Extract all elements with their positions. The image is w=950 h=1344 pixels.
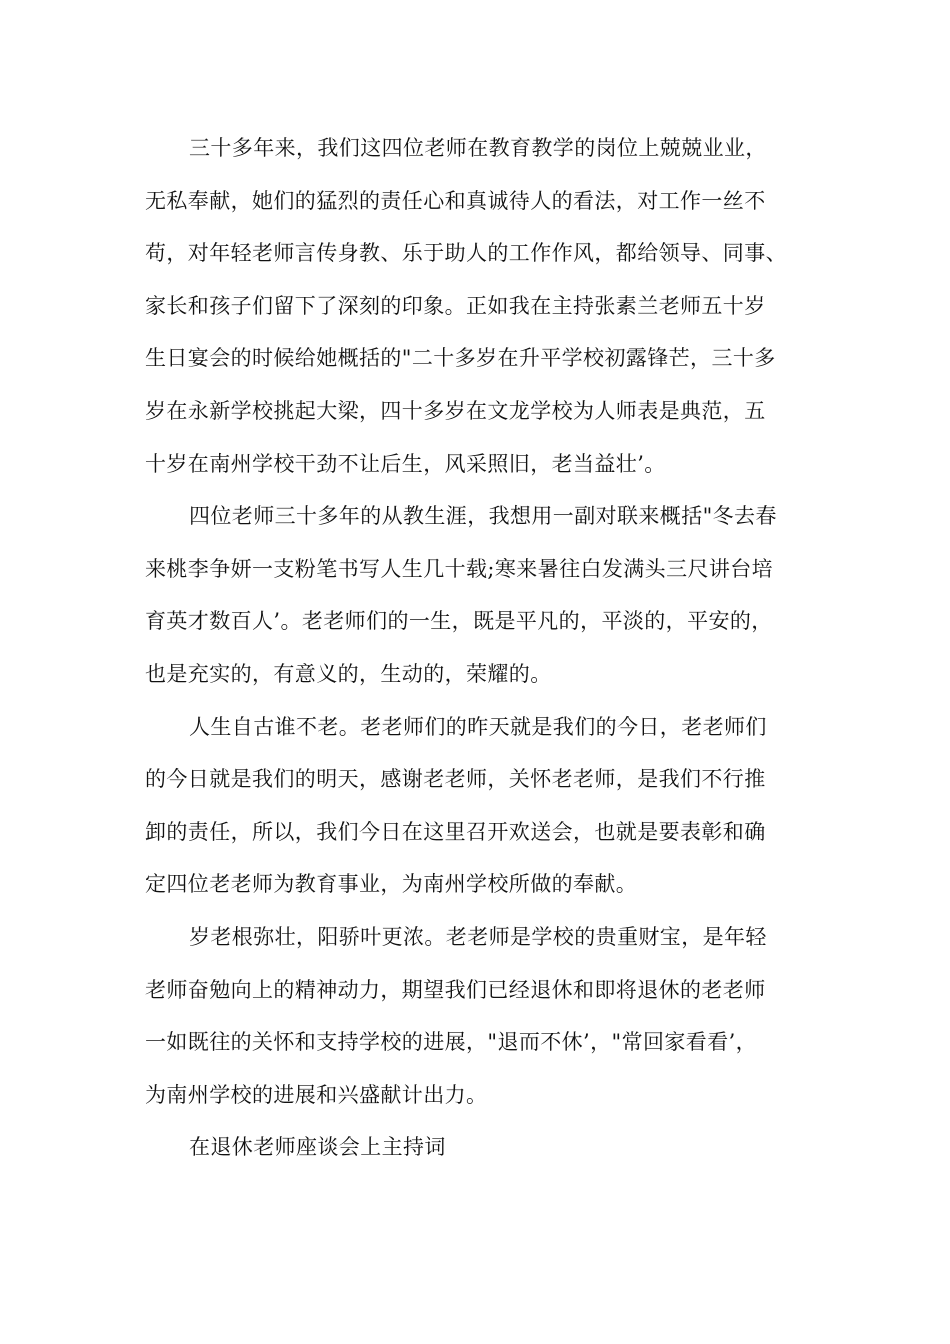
text-line: 无私奉献，她们的猛烈的责任心和真诚待人的看法，对工作一丝不 [145,188,766,213]
text-line: 三十多年来，我们这四位老师在教育教学的岗位上兢兢业业， [189,136,767,160]
paragraph [145,122,825,490]
text-line: 苟，对年轻老师言传身教、乐于助人的工作作风，都给领导、同事、 [145,241,787,266]
text-line: 人生自古谁不老。老老师们的昨天就是我们的今日，老老师们 [189,714,767,739]
text-line: 卸的责任，所以，我们今日在这里召开欢送会，也就是要表彰和确 [145,819,766,844]
paragraph [145,490,825,700]
text-line: 十岁在南州学校干劲不让后生，风采照旧，老当益壮’。 [145,451,666,476]
text-line: 岁在永新学校挑起大梁，四十多岁在文龙学校为人师表是典范，五 [145,398,766,423]
text-line: 育英才数百人’。老老师们的一生，既是平凡的，平淡的，平安的， [145,609,773,634]
document-body [145,122,825,1174]
text-line: 一如既往的关怀和支持学校的进展，"退而不休’，"常回家看看’， [145,1030,758,1055]
text-line: 生日宴会的时候给她概括的"二十多岁在升平学校初露锋芒，三十多 [145,346,776,371]
text-line: 老师奋勉向上的精神动力，期望我们已经退休和即将退休的老老师 [145,977,766,1002]
text-line: 来桃李争妍一支粉笔书写人生几十载;寒来暑往白发满头三尺讲台培 [145,556,774,581]
text-line: 家长和孩子们留下了深刻的印象。正如我在主持张素兰老师五十岁 [145,293,766,318]
text-line: 定四位老老师为教育事业，为南州学校所做的奉献。 [145,872,638,897]
paragraph [145,701,825,911]
paragraph [145,911,825,1121]
text-line: 在退休老师座谈会上主持词 [189,1135,446,1160]
text-line: 岁老根弥壮，阳骄叶更浓。老老师是学校的贵重财宝，是年轻 [189,924,767,949]
text-line: 为南州学校的进展和兴盛献计出力。 [145,1082,488,1107]
text-line: 四位老师三十多年的从教生涯，我想用一副对联来概括"冬去春 [189,504,777,529]
paragraph-heading [145,1121,825,1174]
text-line: 也是充实的，有意义的，生动的，荣耀的。 [145,661,552,686]
text-line: 的今日就是我们的明天，感谢老老师，关怀老老师，是我们不行推 [145,767,766,792]
